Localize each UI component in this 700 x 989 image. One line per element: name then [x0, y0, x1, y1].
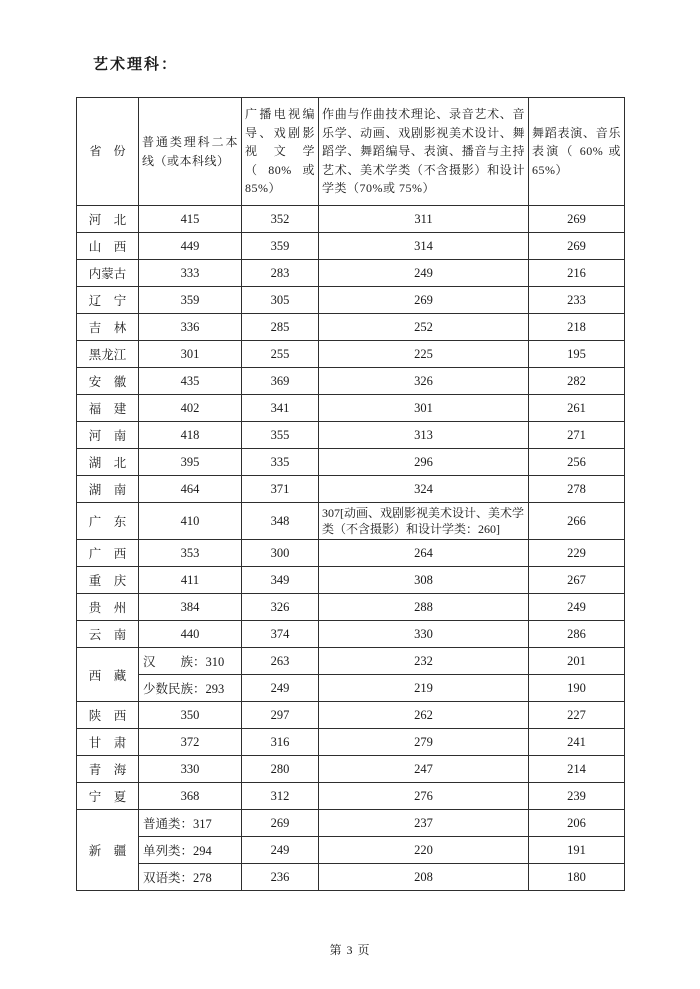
- cell-c5: 267: [529, 567, 625, 594]
- cell-province: 贵 州: [77, 594, 139, 621]
- cell-province: 湖 南: [77, 476, 139, 503]
- cell-province: 吉 林: [77, 314, 139, 341]
- cell-c3: 369: [242, 368, 319, 395]
- cell-c5: 286: [529, 621, 625, 648]
- cell-c5: 218: [529, 314, 625, 341]
- cell-c2: 372: [139, 729, 242, 756]
- cell-c3: 280: [242, 756, 319, 783]
- cell-c4: 237: [319, 810, 529, 837]
- page-title: 艺术理科：: [93, 57, 179, 73]
- table-row: [77, 729, 625, 756]
- cell-c3: 355: [242, 422, 319, 449]
- cell-c4: 313: [319, 422, 529, 449]
- cell-c4: 330: [319, 621, 529, 648]
- cell-province: 辽 宁: [77, 287, 139, 314]
- cell-province: 青 海: [77, 756, 139, 783]
- cell-c4: 232: [319, 648, 529, 675]
- table-row: [77, 567, 625, 594]
- cell-c4: 247: [319, 756, 529, 783]
- table-row: [77, 368, 625, 395]
- cell-province: 甘 肃: [77, 729, 139, 756]
- table-row: [77, 206, 625, 233]
- cell-c3: 341: [242, 395, 319, 422]
- cell-c5: 261: [529, 395, 625, 422]
- cell-c3: 283: [242, 260, 319, 287]
- cell-c2: 少数民族：293: [139, 675, 242, 702]
- cell-c5: 229: [529, 540, 625, 567]
- score-table: [76, 97, 625, 891]
- cell-c4: 219: [319, 675, 529, 702]
- cell-c2: 418: [139, 422, 242, 449]
- cell-c3: 349: [242, 567, 319, 594]
- cell-c3: 249: [242, 675, 319, 702]
- table-row: [77, 864, 625, 891]
- cell-c4: 307[动画、戏剧影视美术设计、美术学类（不含摄影）和设计学类：260]: [319, 503, 529, 540]
- table-row: [77, 621, 625, 648]
- cell-province: 云 南: [77, 621, 139, 648]
- cell-c2: 353: [139, 540, 242, 567]
- cell-c2: 359: [139, 287, 242, 314]
- cell-c3: 263: [242, 648, 319, 675]
- cell-c3: 374: [242, 621, 319, 648]
- table-row: [77, 449, 625, 476]
- cell-c5: 190: [529, 675, 625, 702]
- cell-c5: 256: [529, 449, 625, 476]
- cell-c2: 415: [139, 206, 242, 233]
- table-row: [77, 233, 625, 260]
- cell-c2: 333: [139, 260, 242, 287]
- cell-c4: 262: [319, 702, 529, 729]
- cell-c5: 216: [529, 260, 625, 287]
- header-regular-science-line: 普通类理科二本线（或本科线）: [139, 98, 242, 206]
- cell-province: 广 东: [77, 503, 139, 540]
- cell-c3: 255: [242, 341, 319, 368]
- cell-c2: 410: [139, 503, 242, 540]
- cell-c5: 233: [529, 287, 625, 314]
- cell-c2: 350: [139, 702, 242, 729]
- cell-c5: 266: [529, 503, 625, 540]
- table-row: [77, 395, 625, 422]
- cell-province: 内蒙古: [77, 260, 139, 287]
- table-row: [77, 314, 625, 341]
- table-row: [77, 287, 625, 314]
- table-row: [77, 422, 625, 449]
- cell-c5: 271: [529, 422, 625, 449]
- table-row: [77, 648, 625, 675]
- cell-province: 湖 北: [77, 449, 139, 476]
- table-row: [77, 702, 625, 729]
- table-header-row: [77, 98, 625, 206]
- cell-c4: 326: [319, 368, 529, 395]
- table-row: [77, 837, 625, 864]
- cell-c3: 359: [242, 233, 319, 260]
- cell-province: 河 北: [77, 206, 139, 233]
- cell-c4: 276: [319, 783, 529, 810]
- cell-c4: 220: [319, 837, 529, 864]
- cell-c2: 336: [139, 314, 242, 341]
- cell-province: 西 藏: [77, 648, 139, 702]
- cell-province: 福 建: [77, 395, 139, 422]
- cell-c2: 普通类：317: [139, 810, 242, 837]
- cell-c5: 241: [529, 729, 625, 756]
- cell-c4: 288: [319, 594, 529, 621]
- cell-c2: 435: [139, 368, 242, 395]
- table-row: [77, 503, 625, 540]
- table-row: [77, 540, 625, 567]
- cell-c2: 464: [139, 476, 242, 503]
- table-row: [77, 341, 625, 368]
- cell-province: 广 西: [77, 540, 139, 567]
- cell-c4: 208: [319, 864, 529, 891]
- cell-c3: 300: [242, 540, 319, 567]
- cell-c2: 368: [139, 783, 242, 810]
- table-body: [77, 206, 625, 891]
- cell-province: 新 疆: [77, 810, 139, 891]
- cell-c4: 311: [319, 206, 529, 233]
- cell-c4: 324: [319, 476, 529, 503]
- table-row: [77, 810, 625, 837]
- cell-c4: 249: [319, 260, 529, 287]
- table-row: [77, 476, 625, 503]
- table-row: [77, 260, 625, 287]
- cell-province: 宁 夏: [77, 783, 139, 810]
- cell-c2: 395: [139, 449, 242, 476]
- cell-c3: 269: [242, 810, 319, 837]
- cell-c5: 191: [529, 837, 625, 864]
- cell-c3: 312: [242, 783, 319, 810]
- cell-c3: 316: [242, 729, 319, 756]
- cell-c5: 214: [529, 756, 625, 783]
- header-dance-music-performance: 舞蹈表演、音乐表演（ 60% 或65%）: [529, 98, 625, 206]
- cell-province: 陕 西: [77, 702, 139, 729]
- cell-c5: 180: [529, 864, 625, 891]
- cell-c5: 206: [529, 810, 625, 837]
- cell-c3: 371: [242, 476, 319, 503]
- cell-c5: 282: [529, 368, 625, 395]
- table-row: [77, 594, 625, 621]
- header-broadcast-editing: 广播电视编导、戏剧影视文学（80%或85%）: [242, 98, 319, 206]
- cell-province: 重 庆: [77, 567, 139, 594]
- cell-c3: 297: [242, 702, 319, 729]
- table-row: [77, 783, 625, 810]
- cell-c4: 301: [319, 395, 529, 422]
- cell-c4: 308: [319, 567, 529, 594]
- cell-c5: 239: [529, 783, 625, 810]
- cell-province: 黑龙江: [77, 341, 139, 368]
- cell-c5: 195: [529, 341, 625, 368]
- cell-province: 安 徽: [77, 368, 139, 395]
- cell-c2: 单列类：294: [139, 837, 242, 864]
- cell-c2: 411: [139, 567, 242, 594]
- cell-c5: 278: [529, 476, 625, 503]
- cell-c3: 305: [242, 287, 319, 314]
- cell-c2: 汉 族：310: [139, 648, 242, 675]
- cell-c2: 301: [139, 341, 242, 368]
- cell-c4: 269: [319, 287, 529, 314]
- cell-c3: 236: [242, 864, 319, 891]
- cell-c4: 279: [319, 729, 529, 756]
- cell-c3: 348: [242, 503, 319, 540]
- cell-c2: 双语类：278: [139, 864, 242, 891]
- cell-c5: 227: [529, 702, 625, 729]
- cell-c2: 330: [139, 756, 242, 783]
- cell-c3: 335: [242, 449, 319, 476]
- cell-c2: 384: [139, 594, 242, 621]
- table-row: [77, 675, 625, 702]
- cell-c5: 201: [529, 648, 625, 675]
- cell-c3: 352: [242, 206, 319, 233]
- cell-c2: 449: [139, 233, 242, 260]
- cell-province: 山 西: [77, 233, 139, 260]
- cell-c2: 440: [139, 621, 242, 648]
- cell-province: 河 南: [77, 422, 139, 449]
- cell-c5: 249: [529, 594, 625, 621]
- cell-c5: 269: [529, 233, 625, 260]
- header-composition-group: 作曲与作曲技术理论、录音艺术、音乐学、动画、戏剧影视美术设计、舞蹈学、舞蹈编导、表演、播音与主持艺术、美术学类（不含摄影）和设计学类（70%或 75%）: [319, 98, 529, 206]
- cell-c4: 225: [319, 341, 529, 368]
- cell-c4: 314: [319, 233, 529, 260]
- header-province: 省 份: [77, 98, 139, 206]
- cell-c2: 402: [139, 395, 242, 422]
- cell-c5: 269: [529, 206, 625, 233]
- page-number: 第 3 页: [329, 943, 371, 957]
- cell-c3: 326: [242, 594, 319, 621]
- cell-c3: 285: [242, 314, 319, 341]
- table-row: [77, 756, 625, 783]
- cell-c3: 249: [242, 837, 319, 864]
- cell-c4: 296: [319, 449, 529, 476]
- cell-c4: 252: [319, 314, 529, 341]
- cell-c4: 264: [319, 540, 529, 567]
